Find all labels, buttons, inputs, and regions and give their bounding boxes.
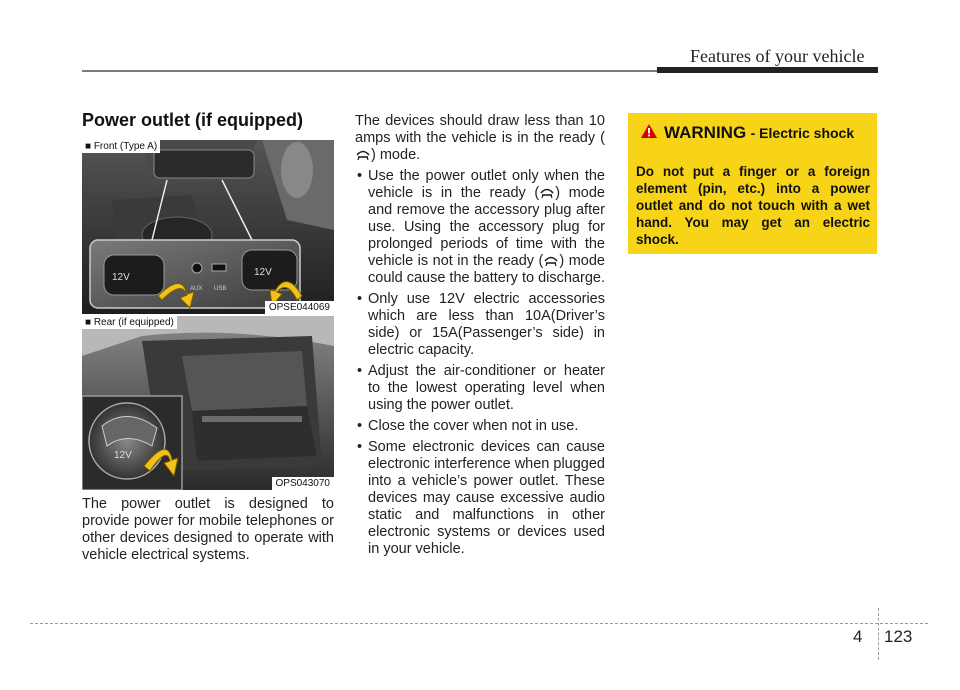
- list-item-text-c: ) mode could cause the battery to discharge.: [368, 253, 605, 286]
- front-figure-code: OPSE044069: [265, 301, 334, 314]
- list-item-text: Some electronic devices can cause electronic interference when plugged into a vehicle’s power outlet. These devices may cause excessive audio static and malfunctions in other electronic systems or devices used in your vehicle.: [368, 439, 605, 557]
- header-rule: [82, 70, 657, 72]
- list-item-text: Close the cover when not in use.: [368, 418, 579, 434]
- intro-paragraph: The power outlet is designed to provide power for mobile telephones or other devices designed to operate with vehicle electrical systems.: [82, 496, 334, 563]
- section-title: Power outlet (if equipped): [82, 110, 303, 130]
- front-12v-label-left: 12V: [112, 272, 130, 283]
- warning-box: [628, 113, 877, 254]
- front-usb-label: USB: [214, 286, 227, 292]
- rear-12v-label: 12V: [114, 450, 132, 461]
- warning-title: WARNING: [664, 123, 747, 142]
- bullet-icon: •: [357, 418, 363, 434]
- rear-figure-caption: ■ Rear (if equipped): [82, 316, 177, 329]
- rear-outlet-illustration: [82, 316, 334, 490]
- list-item: [355, 363, 605, 414]
- list-item: [355, 291, 605, 359]
- front-figure-caption: ■ Front (Type A): [82, 140, 160, 153]
- front-12v-label-right: 12V: [254, 267, 272, 278]
- front-aux-label: AUX: [190, 286, 203, 292]
- intro-text-b: ) mode.: [371, 147, 421, 163]
- chapter-number: 4: [853, 627, 863, 646]
- ready-indicator-icon: [539, 186, 555, 198]
- list-item: [355, 439, 605, 558]
- warning-heading: [640, 123, 854, 143]
- precaution-list: [355, 168, 605, 558]
- rear-figure-code: OPS043070: [272, 477, 335, 490]
- draw-limit-paragraph: [355, 113, 605, 164]
- warning-triangle-icon: [640, 123, 658, 139]
- running-header: Features of your vehicle: [690, 46, 865, 66]
- footer-rule: [30, 623, 928, 624]
- bullet-icon: •: [357, 168, 363, 184]
- warning-subtitle: - Electric shock: [750, 125, 855, 141]
- ready-indicator-icon: [355, 148, 371, 160]
- list-item-text-b: ) mode and remove the accessory plug after use. Using the accessory plug for prolonged periods of time with the vehicle is not in the ready (: [368, 185, 605, 269]
- list-item-text: Only use 12V electric accessories which are less than 10A(Driver’s side) or 15A(Passenger’s side) in electric capacity.: [368, 291, 605, 358]
- list-item: [355, 418, 605, 435]
- page-number: 123: [884, 627, 913, 646]
- warning-body: Do not put a finger or a foreign element (pin, etc.) into a power outlet and do not touch with a wet hand. You may get an electric shock.: [636, 164, 870, 247]
- list-item: [355, 168, 605, 287]
- front-outlet-photo: [82, 140, 334, 314]
- header-rule-accent: [657, 67, 878, 73]
- list-item-text-a: Use the power outlet only when the vehicle is in the ready (: [368, 168, 605, 201]
- instructions-column: [355, 113, 605, 562]
- footer-divider: [878, 608, 879, 660]
- front-outlet-illustration: [82, 140, 334, 314]
- list-item-text: Adjust the air-conditioner or heater to the lowest operating level when using the power outlet.: [368, 363, 605, 413]
- bullet-icon: •: [357, 439, 363, 455]
- intro-text-a: The devices should draw less than 10 amps with the vehicle is in the ready (: [355, 113, 605, 146]
- bullet-icon: •: [357, 291, 363, 307]
- ready-indicator-icon: [543, 254, 559, 266]
- bullet-icon: •: [357, 363, 363, 379]
- rear-outlet-photo: [82, 316, 334, 490]
